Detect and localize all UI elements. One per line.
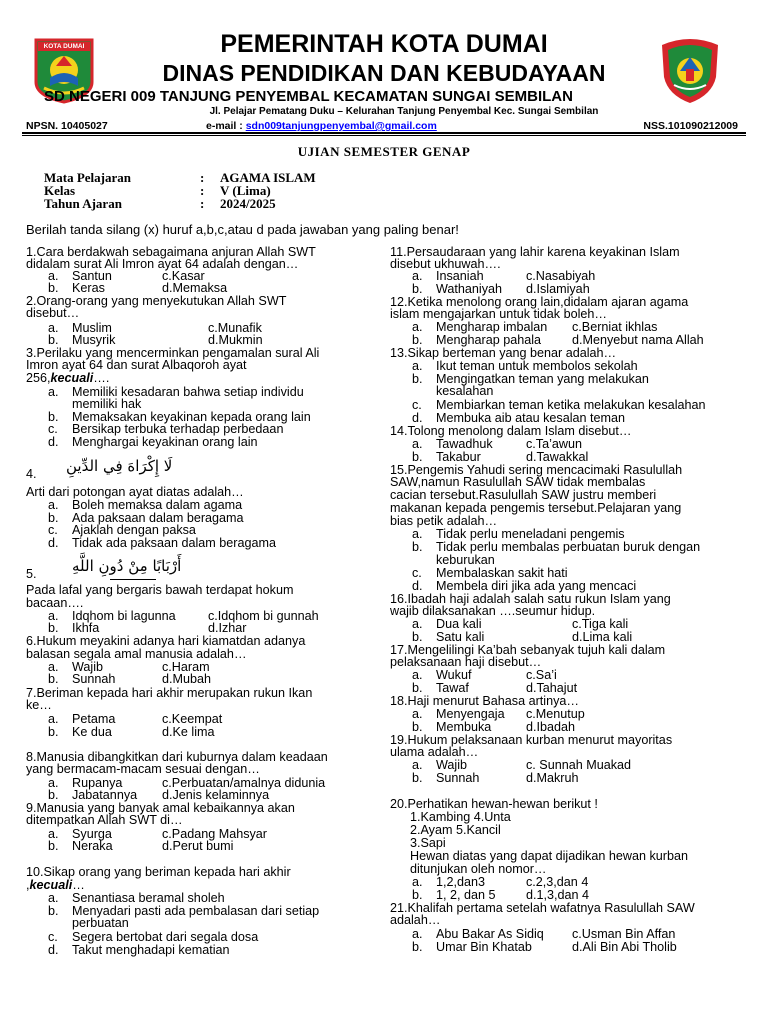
option-letter: b. xyxy=(48,511,59,525)
question-text: ke… xyxy=(26,698,52,712)
option-text[interactable]: Menyadari pasti ada pembalasan dari setiap xyxy=(72,904,320,918)
question-text: 18.Haji menurut Bahasa artinya… xyxy=(390,694,580,708)
email-label: e-mail : xyxy=(206,120,243,132)
option-letter: b. xyxy=(412,940,423,954)
question-text: 3.Perilaku yang mencerminkan pengamalan sural Ali xyxy=(26,346,320,360)
question-text: didalam surat Ali Imron ayat 64 adalah dengan… xyxy=(26,257,299,271)
question-text: 13.Sikap berteman yang benar adalah… xyxy=(390,346,617,360)
underline-mark xyxy=(110,579,156,580)
question-text: ditunjukan oleh nomor… xyxy=(410,862,547,876)
option-text[interactable]: Mengharap pahala xyxy=(436,333,542,347)
option-text[interactable]: d.Mukmin xyxy=(208,333,263,347)
option-letter: b. xyxy=(412,681,423,695)
option-letter: b. xyxy=(48,839,59,853)
option-text[interactable]: d.Tawakkal xyxy=(526,450,589,464)
question-text: disebut… xyxy=(26,306,80,320)
option-text[interactable]: Rupanya xyxy=(72,776,123,790)
option-letter: b. xyxy=(412,333,423,347)
option-letter: b. xyxy=(412,720,423,734)
meta-label: Tahun Ajaran xyxy=(44,196,122,211)
question-text: 16.Ibadah haji adalah salah satu rukun Islam yang xyxy=(390,592,671,606)
arabic-verse: أَرْبَابًا مِنْ دُونِ اللَّهِ xyxy=(72,557,182,575)
option-letter: a. xyxy=(412,527,423,541)
question-text: Pada lafal yang bergaris bawah terdapat hokum xyxy=(26,583,294,597)
meta-value: 2024/2025 xyxy=(220,196,276,211)
option-text[interactable]: d.Tahajut xyxy=(526,681,578,695)
option-text[interactable]: d.Menyebut nama Allah xyxy=(572,333,704,347)
arabic-verse: لَا إِكْرَاهَ فِي الدِّينِ xyxy=(66,457,173,475)
option-text[interactable]: Senantiasa beramal sholeh xyxy=(72,891,225,905)
option-letter: c. xyxy=(412,566,422,580)
option-text[interactable]: Idqhom bi lagunna xyxy=(72,609,176,623)
option-text[interactable]: d.Islamiyah xyxy=(526,282,590,296)
option-text[interactable]: c.Kasar xyxy=(162,269,205,283)
option-text[interactable]: c.Keempat xyxy=(162,712,223,726)
meta-sep: : xyxy=(200,183,205,198)
option-text[interactable]: c.Ta’awun xyxy=(526,437,583,451)
option-text[interactable]: Segera bertobat dari segala dosa xyxy=(72,930,259,944)
option-text[interactable]: Tawaf xyxy=(436,681,469,695)
question-text: disebut ukhuwah…. xyxy=(390,257,501,271)
header-rule xyxy=(22,132,746,134)
option-text[interactable]: d.Makruh xyxy=(526,771,579,785)
option-text[interactable]: memiliki hak xyxy=(72,397,142,411)
option-text[interactable]: 1,2,dan3 xyxy=(436,875,486,889)
option-text[interactable]: d.Izhar xyxy=(208,621,247,635)
meta-sep: : xyxy=(200,170,205,185)
option-letter: a. xyxy=(412,707,423,721)
question-text: 11.Persaudaraan yang lahir karena keyakinan Islam xyxy=(390,245,680,259)
option-text[interactable]: d.Lima kali xyxy=(572,630,633,644)
header-line-3: SD NEGERI 009 TANJUNG PENYEMBAL KECAMATAN SUNGAI SEMBILAN xyxy=(44,88,573,105)
option-letter: a. xyxy=(48,891,59,905)
logo-text: KOTA DUMAI xyxy=(43,43,85,50)
option-text[interactable]: c.Sa’i xyxy=(526,668,557,682)
meta-value: AGAMA ISLAM xyxy=(220,170,316,185)
question-text: 8.Manusia dibangkitkan dari kuburnya dalam keadaan xyxy=(26,750,328,764)
right-column xyxy=(390,246,760,966)
question-text: 14.Tolong menolong dalam Islam disebut… xyxy=(390,424,632,438)
instruction: Berilah tanda silang (x) huruf a,b,c,atau d pada jawaban yang paling benar! xyxy=(26,222,459,237)
option-text[interactable]: Keras xyxy=(72,281,105,295)
meta-sep: : xyxy=(200,196,205,211)
option-text[interactable]: d.Memaksa xyxy=(162,281,228,295)
option-letter: a. xyxy=(412,617,423,631)
email-link[interactable]: sdn009tanjungpenyembal@gmail.com xyxy=(245,120,437,132)
option-text[interactable]: Ikhfa xyxy=(72,621,100,635)
option-text[interactable]: Bersikap terbuka terhadap perbedaan xyxy=(72,422,284,436)
option-text[interactable]: Abu Bakar As Sidiq xyxy=(436,927,544,941)
question-text: bias petik adalah… xyxy=(390,514,498,528)
option-letter: a. xyxy=(48,827,59,841)
option-letter: a. xyxy=(48,712,59,726)
option-letter: a. xyxy=(412,668,423,682)
question-text: 20.Perhatikan hewan-hewan berikut ! xyxy=(390,797,598,811)
nss: NSS.101090212009 xyxy=(643,120,738,132)
header-rule-thin xyxy=(22,135,746,136)
option-text[interactable]: Musyrik xyxy=(72,333,116,347)
option-text[interactable]: Membalaskan sakit hati xyxy=(436,566,568,580)
option-letter: a. xyxy=(412,758,423,772)
question-text: 15.Pengemis Yahudi sering mencacimaki Rasulullah xyxy=(390,463,683,477)
option-letter: b. xyxy=(412,282,423,296)
option-text[interactable]: c.2,3,dan 4 xyxy=(526,875,589,889)
option-text[interactable]: c.Perbuatan/amalnya didunia xyxy=(162,776,326,790)
meta-value: V (Lima) xyxy=(220,183,271,198)
option-text[interactable]: Sunnah xyxy=(72,672,116,686)
option-letter: a. xyxy=(412,359,423,373)
option-text[interactable]: Tawadhuk xyxy=(436,437,493,451)
option-text[interactable]: Memiliki kesadaran bahwa setiap individu xyxy=(72,385,304,399)
question-text: 1.Kambing 4.Unta xyxy=(410,810,511,824)
option-text[interactable]: Takut menghadapi kematian xyxy=(72,943,230,957)
question-text: 9.Manusia yang banyak amal kebaikannya akan xyxy=(26,801,295,815)
option-letter: b. xyxy=(48,788,59,802)
option-text[interactable]: c.Berniat ikhlas xyxy=(572,320,658,334)
header-address: Jl. Pelajar Pematang Duku – Kelurahan Tanjung Penyembal Kec. Sungai Sembilan xyxy=(209,106,599,117)
option-letter: c. xyxy=(48,930,58,944)
option-letter: b. xyxy=(412,540,423,554)
option-text[interactable]: Tidak perlu meneladani pengemis xyxy=(436,527,625,541)
option-letter: a. xyxy=(412,875,423,889)
option-text[interactable]: Mengharap imbalan xyxy=(436,320,548,334)
header-line-2: DINAS PENDIDIKAN DAN KEBUDAYAAN xyxy=(162,60,606,86)
option-text[interactable]: Wathaniyah xyxy=(436,282,503,296)
option-text[interactable]: Membela diri jika ada yang mencaci xyxy=(436,579,637,593)
option-text[interactable]: Santun xyxy=(72,269,112,283)
question-text: Imron ayat 64 dan surat Albaqoroh ayat xyxy=(26,358,247,372)
option-text[interactable]: Sunnah xyxy=(436,771,480,785)
option-text[interactable]: c.Usman Bin Affan xyxy=(572,927,676,941)
exam-title: UJIAN SEMESTER GENAP xyxy=(297,144,471,159)
option-text[interactable]: c. Sunnah Muakad xyxy=(526,758,632,772)
option-text[interactable]: Membiarkan teman ketika melakukan kesalahan xyxy=(436,398,706,412)
question-text: ,kecuali… xyxy=(26,878,85,892)
option-text[interactable]: Ada paksaan dalam beragama xyxy=(72,511,244,525)
option-text[interactable]: Syurga xyxy=(72,827,112,841)
option-text[interactable]: Petama xyxy=(72,712,116,726)
option-letter: d. xyxy=(412,579,423,593)
option-text[interactable]: d.Mubah xyxy=(162,672,212,686)
option-text[interactable]: c.Munafik xyxy=(208,321,262,335)
option-text[interactable]: d.Jenis kelaminnya xyxy=(162,788,270,802)
option-letter: b. xyxy=(48,410,59,424)
option-letter: d. xyxy=(48,943,59,957)
question-text: Arti dari potongan ayat diatas adalah… xyxy=(26,485,244,499)
option-letter: b. xyxy=(412,450,423,464)
option-text[interactable]: Ajaklah dengan paksa xyxy=(72,523,196,537)
option-letter: b. xyxy=(412,630,423,644)
option-letter: b. xyxy=(412,771,423,785)
option-text[interactable]: keburukan xyxy=(436,553,495,567)
option-text[interactable]: Ikut teman untuk membolos sekolah xyxy=(436,359,638,373)
option-text[interactable]: c.Menutup xyxy=(526,707,585,721)
left-column xyxy=(26,246,376,966)
option-letter: c. xyxy=(48,523,58,537)
option-letter: b. xyxy=(48,672,59,686)
option-letter: b. xyxy=(412,888,423,902)
question-text: 256,kecuali…. xyxy=(26,371,110,385)
option-text[interactable]: Wukuf xyxy=(436,668,472,682)
option-text[interactable]: Mengingatkan teman yang melakukan xyxy=(436,372,649,386)
option-letter: b. xyxy=(48,621,59,635)
option-text[interactable]: d.Ali Bin Abi Tholib xyxy=(572,940,677,954)
question-text: bacaan…. xyxy=(26,596,84,610)
question-text: adalah… xyxy=(390,913,441,927)
question-text: cacian tersebut.Rasulullah SAW justru memberi xyxy=(390,488,657,502)
option-letter: d. xyxy=(48,435,59,449)
question-text: Hewan diatas yang dapat dijadikan hewan kurban xyxy=(410,849,688,863)
question-text: 2.Orang-orang yang menyekutukan Allah SWT xyxy=(26,294,287,308)
header-line-1: PEMERINTAH KOTA DUMAI xyxy=(220,30,548,58)
option-text[interactable]: d.Perut bumi xyxy=(162,839,234,853)
option-letter: d. xyxy=(48,536,59,550)
option-text[interactable]: Neraka xyxy=(72,839,113,853)
question-text: 17.Mengelilingi Ka’bah sebanyak tujuh kali dalam xyxy=(390,643,666,657)
option-letter: b. xyxy=(48,904,59,918)
option-letter: b. xyxy=(48,725,59,739)
option-text[interactable]: c.Haram xyxy=(162,660,210,674)
question-text: 12.Ketika menolong orang lain,didalam ajaran agama xyxy=(390,295,689,309)
option-text[interactable]: Insaniah xyxy=(436,269,484,283)
option-text[interactable]: c.Nasabiyah xyxy=(526,269,596,283)
question-text: islam mengajarkan untuk tidak boleh… xyxy=(390,307,608,321)
question-text: 19.Hukum pelaksanaan kurban menurut mayoritas xyxy=(390,733,673,747)
option-letter: b. xyxy=(48,333,59,347)
question-text: balasan segala amal manusia adalah… xyxy=(26,647,247,661)
option-letter: a. xyxy=(48,609,59,623)
option-text[interactable]: d.Ibadah xyxy=(526,720,576,734)
question-text: pelaksanaan haji disebut… xyxy=(390,655,542,669)
npsn: NPSN. 10405027 xyxy=(26,120,108,132)
option-text[interactable]: d.Ke lima xyxy=(162,725,215,739)
option-text[interactable]: Wajib xyxy=(72,660,104,674)
option-text[interactable]: Umar Bin Khatab xyxy=(436,940,532,954)
option-text[interactable]: Muslim xyxy=(72,321,112,335)
option-text[interactable]: Membuka aib atau kesalan teman xyxy=(436,411,626,425)
option-text[interactable]: Menyengaja xyxy=(436,707,505,721)
option-letter: a. xyxy=(48,660,59,674)
option-letter: a. xyxy=(48,385,59,399)
question-number: 4. xyxy=(26,467,37,481)
option-letter: a. xyxy=(412,320,423,334)
option-text[interactable]: Tidak perlu membalas perbuatan buruk dengan xyxy=(436,540,701,554)
option-letter: a. xyxy=(48,321,59,335)
option-letter: b. xyxy=(48,281,59,295)
meta-label: Kelas xyxy=(44,183,76,198)
option-letter: d. xyxy=(412,411,423,425)
option-text[interactable]: 1, 2, dan 5 xyxy=(436,888,496,902)
question-number: 5. xyxy=(26,567,37,581)
question-text: 3.Sapi xyxy=(410,836,446,850)
question-text: 10.Sikap orang yang beriman kepada hari akhir xyxy=(26,865,291,879)
option-letter: b. xyxy=(412,372,423,386)
option-letter: a. xyxy=(412,437,423,451)
meta-label: Mata Pelajaran xyxy=(44,170,132,185)
option-letter: c. xyxy=(412,398,422,412)
option-text[interactable]: Satu kali xyxy=(436,630,485,644)
option-letter: a. xyxy=(412,269,423,283)
option-text[interactable]: Wajib xyxy=(436,758,468,772)
option-text[interactable]: d.1,3,dan 4 xyxy=(526,888,590,902)
question-text: yang bermacam-macam sesuai dengan… xyxy=(26,762,260,776)
question-text: ulama adalah… xyxy=(390,745,479,759)
option-letter: a. xyxy=(48,269,59,283)
option-text[interactable]: c.Tiga kali xyxy=(572,617,629,631)
question-text: 1.Cara berdakwah sebagaimana anjuran Allah SWT xyxy=(26,245,316,259)
question-text: ditempatkan Allah SWT di… xyxy=(26,813,183,827)
option-text[interactable]: kesalahan xyxy=(436,384,494,398)
question-text: 6.Hukum meyakini adanya hari kiamatdan adanya xyxy=(26,634,306,648)
option-text[interactable]: perbuatan xyxy=(72,916,129,930)
question-text: SAW,namun Rasulullah SAW tidak membalas xyxy=(390,475,646,489)
option-text[interactable]: Dua kali xyxy=(436,617,482,631)
option-letter: a. xyxy=(48,776,59,790)
option-text[interactable]: Memaksakan keyakinan kepada orang lain xyxy=(72,410,311,424)
question-text: makanan kepada pengemis tersebut.Pelajaran yang xyxy=(390,501,682,515)
option-text[interactable]: Menghargai keyakinan orang lain xyxy=(72,435,258,449)
option-text[interactable]: Takabur xyxy=(436,450,481,464)
email-row xyxy=(206,120,437,132)
option-text[interactable]: Boleh memaksa dalam agama xyxy=(72,498,243,512)
option-text[interactable]: c.Idqhom bi gunnah xyxy=(208,609,319,623)
option-text[interactable]: Membuka xyxy=(436,720,492,734)
question-text: 2.Ayam 5.Kancil xyxy=(410,823,501,837)
option-text[interactable]: c.Padang Mahsyar xyxy=(162,827,268,841)
question-text: 7.Beriman kepada hari akhir merupakan rukun Ikan xyxy=(26,686,313,700)
option-letter: a. xyxy=(48,498,59,512)
option-text[interactable]: Jabatannya xyxy=(72,788,138,802)
option-letter: c. xyxy=(48,422,58,436)
option-text[interactable]: Tidak ada paksaan dalam beragama xyxy=(72,536,276,550)
option-letter: a. xyxy=(412,927,423,941)
option-text[interactable]: Ke dua xyxy=(72,725,112,739)
question-text: 21.Khalifah pertama setelah wafatnya Rasulullah SAW xyxy=(390,901,695,915)
question-text: wajib dilaksanakan ….seumur hidup. xyxy=(390,604,596,618)
